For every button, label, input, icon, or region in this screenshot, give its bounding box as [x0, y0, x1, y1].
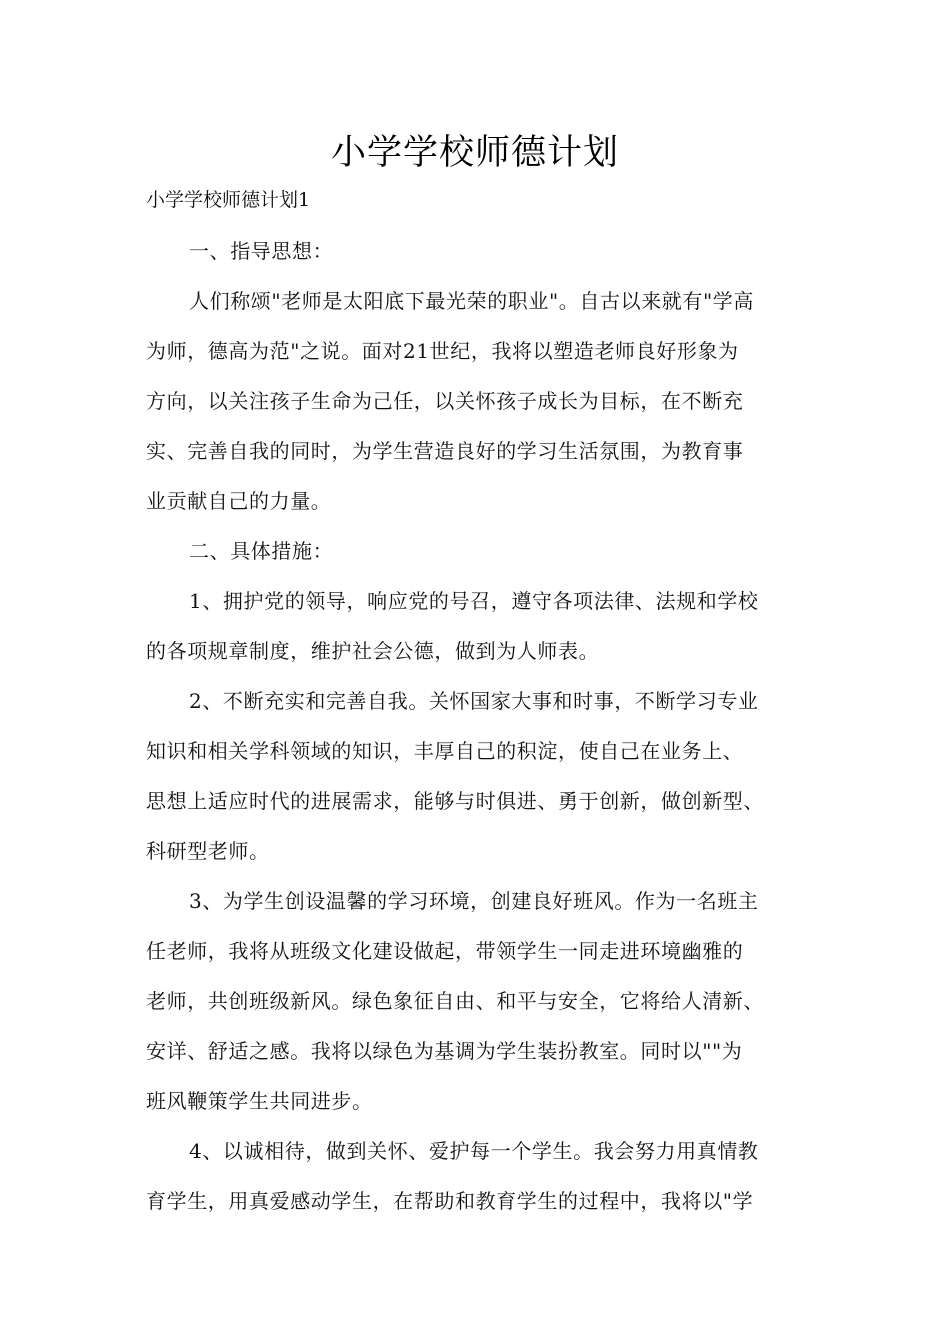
list-item-line: 安详、舒适之感。我将以绿色为基调为学生装扮教室。同时以""为 [146, 1039, 743, 1063]
list-item-line: 知识和相关学科领域的知识，丰厚自己的积淀，使自己在业务上、 [146, 739, 744, 763]
paragraph-line: 实、完善自我的同时，为学生营造良好的学习生活氛围，为教育事 [146, 439, 744, 463]
list-item-line: 班风鞭策学生共同进步。 [146, 1089, 373, 1113]
document-subtitle: 小学学校师德计划1 [146, 189, 311, 211]
list-item-line: 思想上适应时代的进展需求，能够与时俱进、勇于创新，做创新型、 [146, 789, 764, 813]
list-item-line: 1、拥护党的领导，响应党的号召，遵守各项法律、法规和学校 [189, 589, 759, 613]
list-item-line: 的各项规章制度，维护社会公德，做到为人师表。 [146, 639, 600, 663]
section-heading-guiding-ideology: 一、指导思想： [189, 239, 334, 263]
list-item-line: 4、以诚相待，做到关怀、爱护每一个学生。我会努力用真情教 [189, 1139, 759, 1163]
list-item-line: 育学生，用真爱感动学生，在帮助和教育学生的过程中，我将以"学 [146, 1189, 754, 1213]
list-item-line: 老师，共创班级新风。绿色象征自由、和平与安全，它将给人清新、 [146, 989, 764, 1013]
list-item-line: 任老师，我将从班级文化建设做起，带领学生一同走进环境幽雅的 [146, 939, 744, 963]
list-item-line: 科研型老师。 [146, 839, 270, 863]
paragraph-line: 业贡献自己的力量。 [146, 489, 332, 513]
paragraph-line: 人们称颂"老师是太阳底下最光荣的职业"。自古以来就有"学高 [189, 289, 754, 313]
list-item-line: 3、为学生创设温馨的学习环境，创建良好班风。作为一名班主 [189, 889, 759, 913]
section-heading-specific-measures: 二、具体措施： [189, 539, 334, 563]
list-item-line: 2、不断充实和完善自我。关怀国家大事和时事，不断学习专业 [189, 689, 759, 713]
paragraph-line: 为师，德高为范"之说。面对21世纪，我将以塑造老师良好形象为 [146, 339, 739, 363]
document-title: 小学学校师德计划 [330, 133, 619, 173]
paragraph-line: 方向，以关注孩子生命为己任，以关怀孩子成长为目标，在不断充 [146, 389, 744, 413]
